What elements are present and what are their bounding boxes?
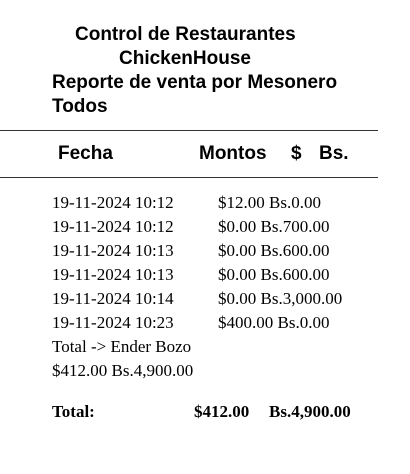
grand-total-bs: Bs.4,900.00 (269, 402, 351, 421)
column-header-bs: Bs. (319, 143, 349, 164)
sale-date: 19-11-2024 10:13 (52, 265, 174, 284)
column-header-montos: Montos (199, 143, 267, 164)
sale-row (52, 287, 342, 311)
sale-amounts: $0.00 Bs.600.00 (218, 241, 330, 260)
sale-row (52, 215, 342, 239)
sale-row (52, 239, 342, 263)
column-header-usd: $ (291, 143, 302, 164)
waiter-total-label: Total -> Ender Bozo (52, 337, 192, 356)
restaurant-name: ChickenHouse (119, 48, 251, 69)
sale-date: 19-11-2024 10:23 (52, 313, 174, 332)
sale-date: 19-11-2024 10:12 (52, 217, 174, 236)
column-header-fecha: Fecha (58, 143, 113, 164)
waiter-total-amounts: $412.00 Bs.4,900.00 (52, 361, 194, 380)
sales-list (52, 191, 342, 383)
sale-amounts: $400.00 Bs.0.00 (218, 313, 330, 332)
grand-total-label: Total: (52, 402, 95, 421)
sale-amounts: $0.00 Bs.600.00 (218, 265, 330, 284)
header-divider-bottom (0, 177, 378, 178)
sale-amounts: $0.00 Bs.700.00 (218, 217, 330, 236)
report-title: Reporte de venta por Mesonero (52, 72, 338, 93)
sale-amounts: $0.00 Bs.3,000.00 (218, 289, 343, 308)
sale-date: 19-11-2024 10:12 (52, 193, 174, 212)
report-filter: Todos (52, 96, 108, 117)
header-divider-top (0, 130, 378, 131)
app-title: Control de Restaurantes (75, 24, 296, 45)
sale-row (52, 263, 342, 287)
sale-date: 19-11-2024 10:13 (52, 241, 174, 260)
grand-total-usd: $412.00 (194, 402, 250, 421)
sale-date: 19-11-2024 10:14 (52, 289, 174, 308)
sale-row (52, 191, 342, 215)
sale-amounts: $12.00 Bs.0.00 (218, 193, 321, 212)
sale-row (52, 311, 342, 335)
